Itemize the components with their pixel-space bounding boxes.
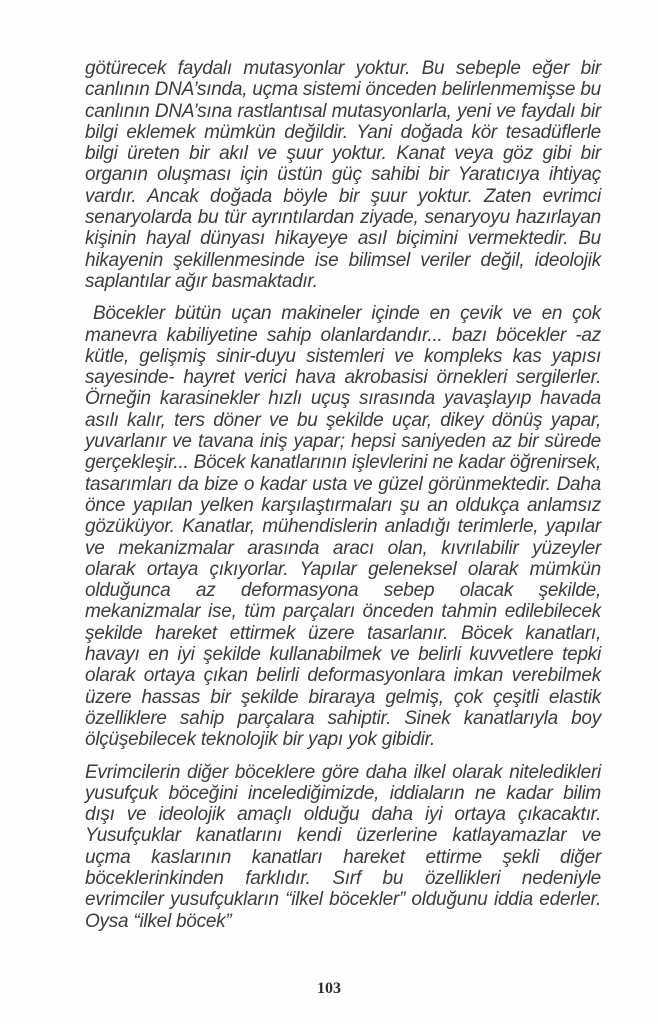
paragraph-quote-insects: Böcekler bütün uçan makineler içinde en çevik ve en çok manevra kabiliyetine sahip olanlardandır... bazı böcekler -az kütle, gelişmiş sinir-duyu sistemleri ve kompleks kas yapısı sayesinde- hayret verici hava akrobasisi örnekleri sergilerler. Örneğin karasinekler hızlı uçuş sırasında yavaşlayıp havada asılı kalır, ters döner ve bu şekilde uçar, dikey dönüş yapar, yuvarlanır ve tavana iniş yapar; hepsi saniyeden az bir sürede gerçekleşir... Böcek kanatlarının işlevlerini ne kadar öğrenirsek, tasarımları da bize o kadar usta ve güzel görünmektedir. Daha önce yapılan yelken karşılaştırmaları şu an oldukça anlamsız gözüküyor. Kanatlar, mühendislerin anladığı terimlerle, yapılar ve mekanizmalar arasında aracı olan, kıvrılabilir yüzeyler olarak ortaya çıkıyorlar. Yapılar geleneksel olarak mümkün olduğunca az deformasyona sebep olacak şekilde, mekanizmalar ise, tüm parçaları önceden tahmin edilebilecek şekilde hareket ettirmek üzere tasarlanır. Böcek kanatları, havayı en iyi şekilde kullanabilmek ve belirli kuvvetlere tepki olarak ortaya çıkan belirli deformasyonlara imkan verebilmek üzere hassas bir şekilde biraraya gelmiş, çok çeşitli elastik özelliklere sahip parçalara sahiptir. Sinek kanatlarıyla boy ölçüşebilecek teknolojik bir yapı yok gibidir. [85,303,601,751]
page-number: 103 [317,980,341,997]
page-text-block [85,58,601,932]
paragraph-dragonfly: Evrimcilerin diğer böceklere göre daha ilkel olarak niteledikleri yusufçuk böceğini incelediğimizde, iddiaların ne kadar bilim dışı ve ideolojik amaçlı olduğu daha iyi ortaya çıkacaktır. Yusufçuklar kanatlarını kendi üzerlerine katlayamazlar ve uçma kaslarının kanatları hareket ettirme şekli diğer böceklerinkinden farklıdır. Sırf bu özellikleri nedeniyle evrimciler yusufçukların “ilkel böcekler” olduğunu iddia ederler. Oysa “ilkel böcek” [85,761,601,932]
paragraph-continuation: götürecek faydalı mutasyonlar yoktur. Bu sebeple eğer bir canlının DNA’sında, uçma sistemi önceden belirlenmemişse bu canlının DNA’sına rastlantısal mutasyonlarla, yeni ve faydalı bir bilgi eklemek mümkün değildir. Yani doğada kör tesadüflerle bilgi üreten bir akıl ve şuur yoktur. Kanat veya göz gibi bir organın oluşması için üstün güç sahibi bir Yaratıcıya ihtiyaç vardır. Ancak doğada böyle bir şuur yoktur. Zaten evrimci senaryolarda bu tür ayrıntılardan ziyade, senaryoyu hazırlayan kişinin hayal dünyası hikayeye asıl biçimini vermektedir. Bu hikayenin şekillenmesinde ise bilimsel veriler değil, ideolojik saplantılar ağır basmaktadır. [85,58,601,292]
